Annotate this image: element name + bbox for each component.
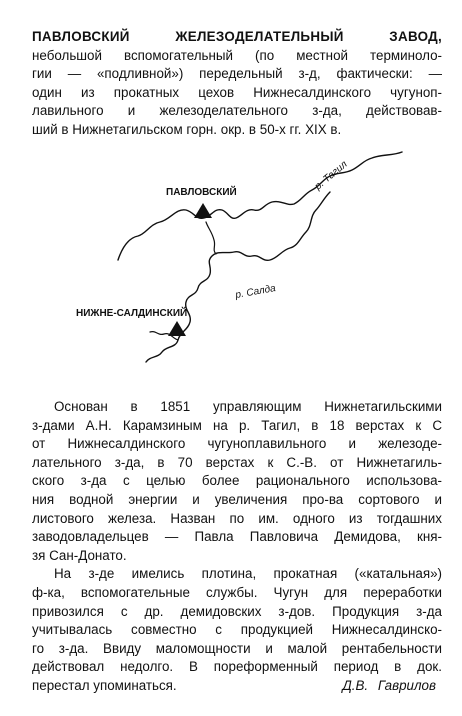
- nizhne-saldinsky-label: НИЖНЕ-САЛДИНСКИЙ: [76, 308, 188, 319]
- triangle-icon: [194, 203, 212, 218]
- intro-line: гии — «подливной») передельный з-д, фактически: —: [32, 66, 442, 82]
- intro-line: небольшой вспомогательный (по местной терминоло-: [32, 47, 442, 63]
- body-line: ф-ка, вспомогательные службы. Чугун для переработки: [32, 584, 442, 600]
- body-line: листового железа. Назван по им. одного из тогдашних: [32, 510, 442, 526]
- body-line: привозился с др. демидовских з-дов. Продукция з-да: [32, 603, 442, 619]
- tributary-stream: [206, 222, 216, 254]
- intro-line: один из прокатных цехов Нижнесалдинского чугуноп-: [32, 84, 442, 100]
- body-line: На з-де имелись плотина, прокатная («катальная»): [54, 566, 442, 582]
- triangle-icon: [168, 321, 186, 336]
- body-line: ского з-да с целью более рационального использова-: [32, 473, 442, 489]
- salda-river-label: р. Салда: [234, 283, 277, 301]
- body-line: перестал упоминаться.: [32, 677, 177, 693]
- intro-line: лавильного и железоделательного з-да, действовав-: [32, 103, 442, 119]
- river-map: [0, 150, 462, 385]
- intro-line: ший в Нижнетагильском горн. окр. в 50-х гг. XIX в.: [32, 121, 342, 137]
- article-title: ПАВЛОВСКИЙ ЖЕЛЕЗОДЕЛАТЕЛЬНЫЙ ЗАВОД,: [32, 29, 442, 44]
- body-line: Основан в 1851 управляющим Нижнетагильскими: [54, 399, 442, 414]
- article-author: Д.В. Гаврилов: [342, 678, 436, 693]
- tagil-river: [118, 152, 402, 260]
- body-line: го з-да. Ввиду маломощности и малой рентабельности: [32, 640, 442, 656]
- body-line: заводовладельцев — Павла Павловича Демидова, кня-: [32, 529, 442, 545]
- body-line: з-дами А.Н. Карамзиным на р. Тагил, в 18 верстах к С: [32, 417, 442, 433]
- body-line: учитывалась совместно с продукцией Нижнесалдинско-: [32, 622, 442, 638]
- body-line: зя Сан-Донато.: [32, 547, 127, 563]
- body-line: лательного з-да, в 70 верстах к С.-В. от Нижнетагиль-: [32, 454, 442, 470]
- article-header: [32, 28, 442, 140]
- article-body: [32, 398, 442, 696]
- body-line: действовал недолго. В пореформенный период в док.: [32, 659, 442, 675]
- pavlovsky-label: ПАВЛОВСКИЙ: [166, 187, 237, 198]
- tagil-river-label: р. Тагил: [312, 158, 350, 193]
- body-line: ния водной энергии и увеличения про-ва сортового и: [32, 491, 442, 507]
- body-line: от Нижнесалдинского чугуноплавильного и железоде-: [32, 436, 442, 452]
